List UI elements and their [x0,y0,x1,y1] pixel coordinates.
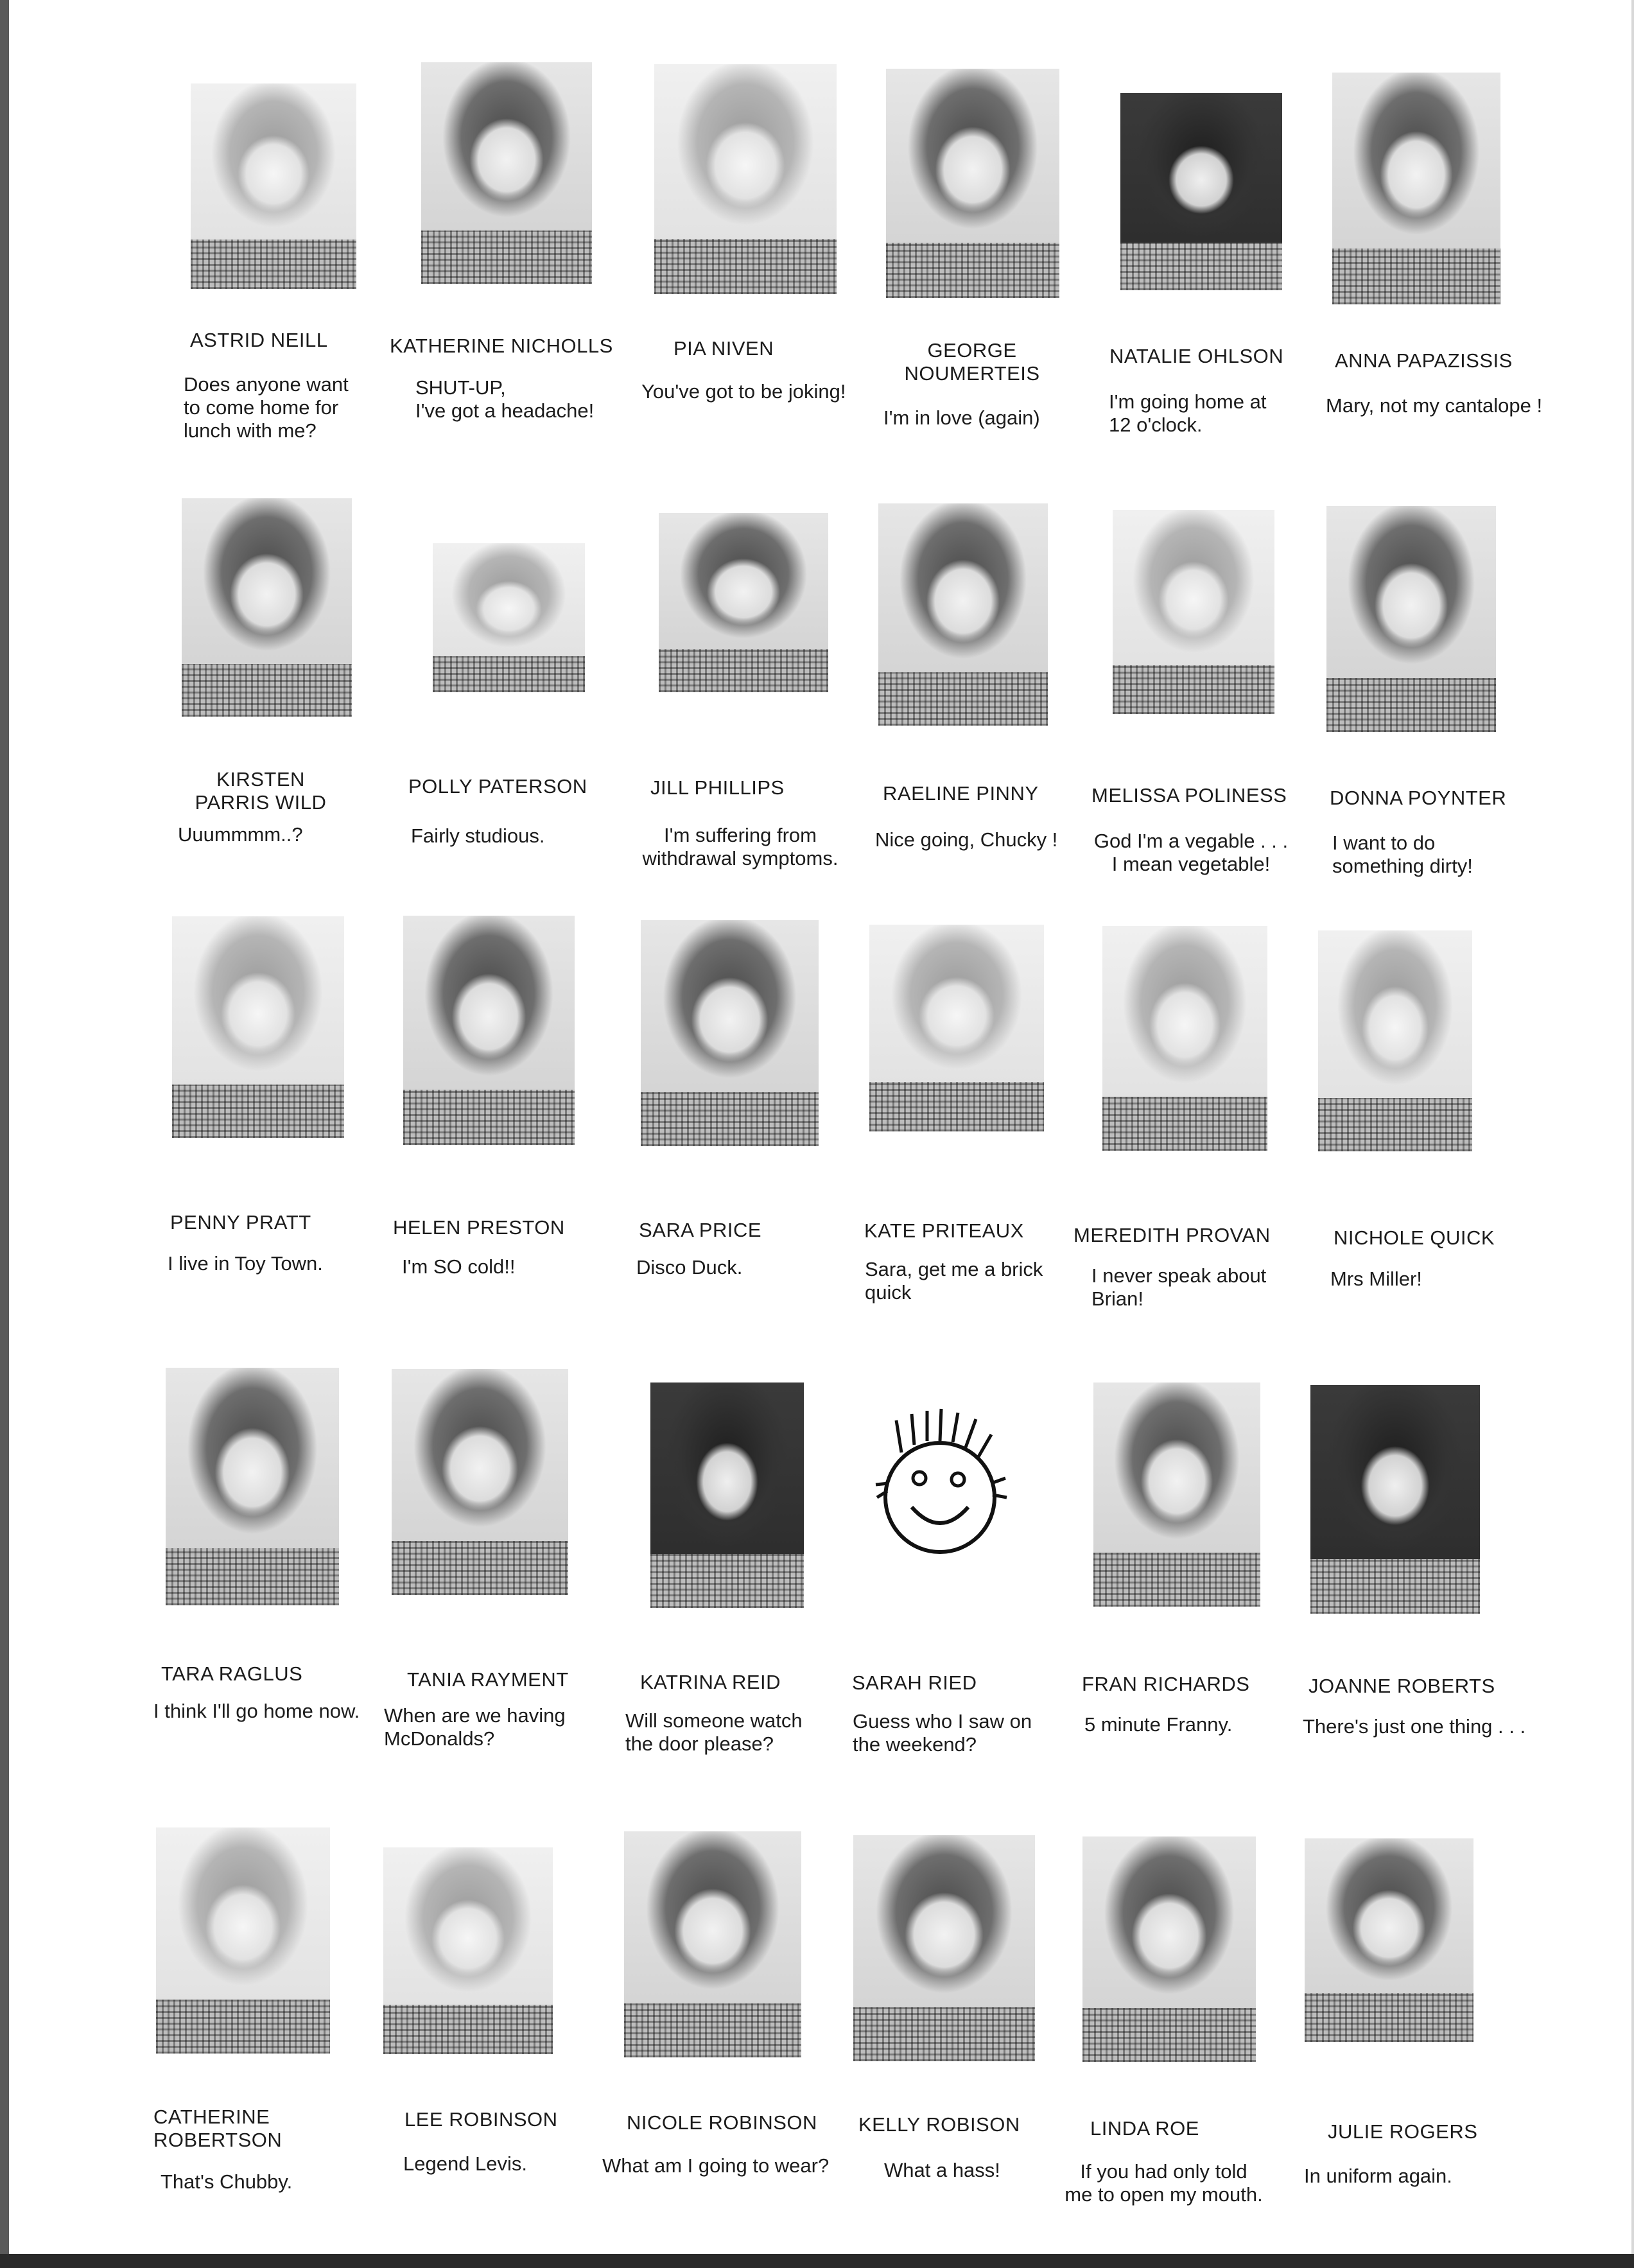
student-quote: Does anyone want to come home for lunch with me? [184,373,349,442]
smiley-face-drawing [863,1401,1017,1575]
student-photo [650,1383,804,1608]
student-name: SARA PRICE [639,1219,762,1241]
student-photo [172,916,344,1138]
student-photo [433,543,585,692]
student-quote: God I'm a vegable . . . I mean vegetable! [1093,830,1289,875]
student-name: PENNY PRATT [170,1211,311,1234]
student-photo [624,1831,801,2057]
student-quote: I want to do something dirty! [1332,832,1473,877]
student-photo [641,920,819,1146]
student-name: TANIA RAYMENT [407,1668,569,1691]
student-name: HELEN PRESTON [393,1216,565,1239]
student-quote: I'm suffering from withdrawal symptoms. [642,824,839,869]
student-quote: I'm SO cold!! [402,1255,516,1278]
student-name: FRAN RICHARDS [1082,1673,1250,1695]
student-name: KIRSTEN PARRIS WILD [195,768,327,814]
student-quote: 5 minute Franny. [1084,1713,1233,1736]
student-photo [1113,510,1274,714]
student-photo [1082,1836,1256,2062]
student-name: JOANNE ROBERTS [1308,1675,1495,1697]
student-photo [1318,930,1472,1151]
student-quote: Fairly studious. [411,824,545,847]
student-name: JULIE ROGERS [1328,2120,1478,2143]
student-photo [878,503,1048,726]
student-photo [1093,1383,1260,1607]
student-quote: Guess who I saw on the weekend? [853,1710,1032,1756]
student-photo [392,1369,568,1595]
page-edge-right [1631,0,1634,2268]
smiley-left-eye [913,1472,926,1485]
student-photo [1310,1385,1480,1614]
student-name: PIA NIVEN [674,337,774,360]
student-photo [421,62,592,284]
student-quote: Mary, not my cantalope ! [1326,394,1543,417]
student-quote: There's just one thing . . . [1303,1715,1526,1738]
student-quote: Uuummmm..? [178,823,303,846]
student-quote: That's Chubby. [161,2170,293,2193]
student-name: NICHOLE QUICK [1334,1226,1495,1249]
student-name: GEORGE NOUMERTEIS [904,339,1040,385]
student-quote: I never speak about Brian! [1091,1264,1267,1310]
student-name: KATHERINE NICHOLLS [390,335,613,357]
student-quote: I think I'll go home now. [153,1700,360,1722]
student-photo [1102,926,1267,1151]
student-photo [659,513,828,692]
student-quote: What am I going to wear? [602,2154,830,2177]
student-name: NATALIE OHLSON [1109,345,1284,367]
student-name: LEE ROBINSON [404,2108,558,2131]
student-name: MELISSA POLINESS [1091,784,1287,807]
student-quote: Legend Levis. [403,2152,528,2175]
student-photo [191,83,356,289]
student-name: DONNA POYNTER [1330,787,1507,809]
student-name: TARA RAGLUS [161,1662,303,1685]
student-quote: You've got to be joking! [641,380,846,403]
student-photo [1326,506,1496,732]
student-photo [166,1368,339,1605]
student-photo [403,916,575,1145]
student-name: KATE PRITEAUX [864,1219,1024,1242]
student-quote: When are we having McDonalds? [384,1704,566,1750]
student-quote: Mrs Miller! [1330,1268,1422,1290]
student-quote: Nice going, Chucky ! [875,828,1058,851]
student-name: NICOLE ROBINSON [627,2111,817,2134]
student-quote: I'm going home at 12 o'clock. [1109,390,1267,436]
student-quote: What a hass! [884,2159,1000,2181]
student-quote: SHUT-UP, I've got a headache! [415,376,595,422]
page-edge-bottom [0,2254,1634,2268]
student-name: LINDA ROE [1090,2117,1199,2140]
student-quote: I'm in love (again) [883,406,1040,429]
student-quote: I live in Toy Town. [168,1252,323,1275]
student-photo [869,925,1044,1131]
student-quote: Will someone watch the door please? [625,1709,803,1755]
student-name: ANNA PAPAZISSIS [1335,349,1513,372]
student-name: MEREDITH PROVAN [1073,1224,1271,1246]
smiley-mouth [912,1507,968,1523]
student-photo [1120,93,1282,290]
student-name: JILL PHILLIPS [650,776,785,799]
student-quote: In uniform again. [1304,2165,1452,2187]
student-photo [156,1827,330,2054]
student-photo [1305,1838,1473,2042]
smiley-right-eye [952,1473,964,1486]
student-photo [654,64,837,294]
smiley-whiskers [876,1478,1007,1497]
student-photo [182,498,352,717]
student-photo [853,1835,1035,2061]
student-quote: Disco Duck. [636,1256,743,1278]
student-name: SARAH RIED [852,1671,977,1694]
student-photo [886,69,1059,298]
page-edge-left [0,0,9,2268]
student-quote: Sara, get me a brick quick [865,1258,1043,1304]
student-name: ASTRID NEILL [190,329,328,351]
student-photo [1332,73,1500,304]
student-quote: If you had only told me to open my mouth. [1065,2160,1263,2206]
student-name: CATHERINE ROBERTSON [153,2106,282,2151]
student-photo [383,1847,553,2054]
student-name: RAELINE PINNY [883,782,1039,805]
student-name: POLLY PATERSON [408,775,587,798]
student-name: KELLY ROBISON [858,2113,1020,2136]
student-name: KATRINA REID [640,1671,781,1693]
